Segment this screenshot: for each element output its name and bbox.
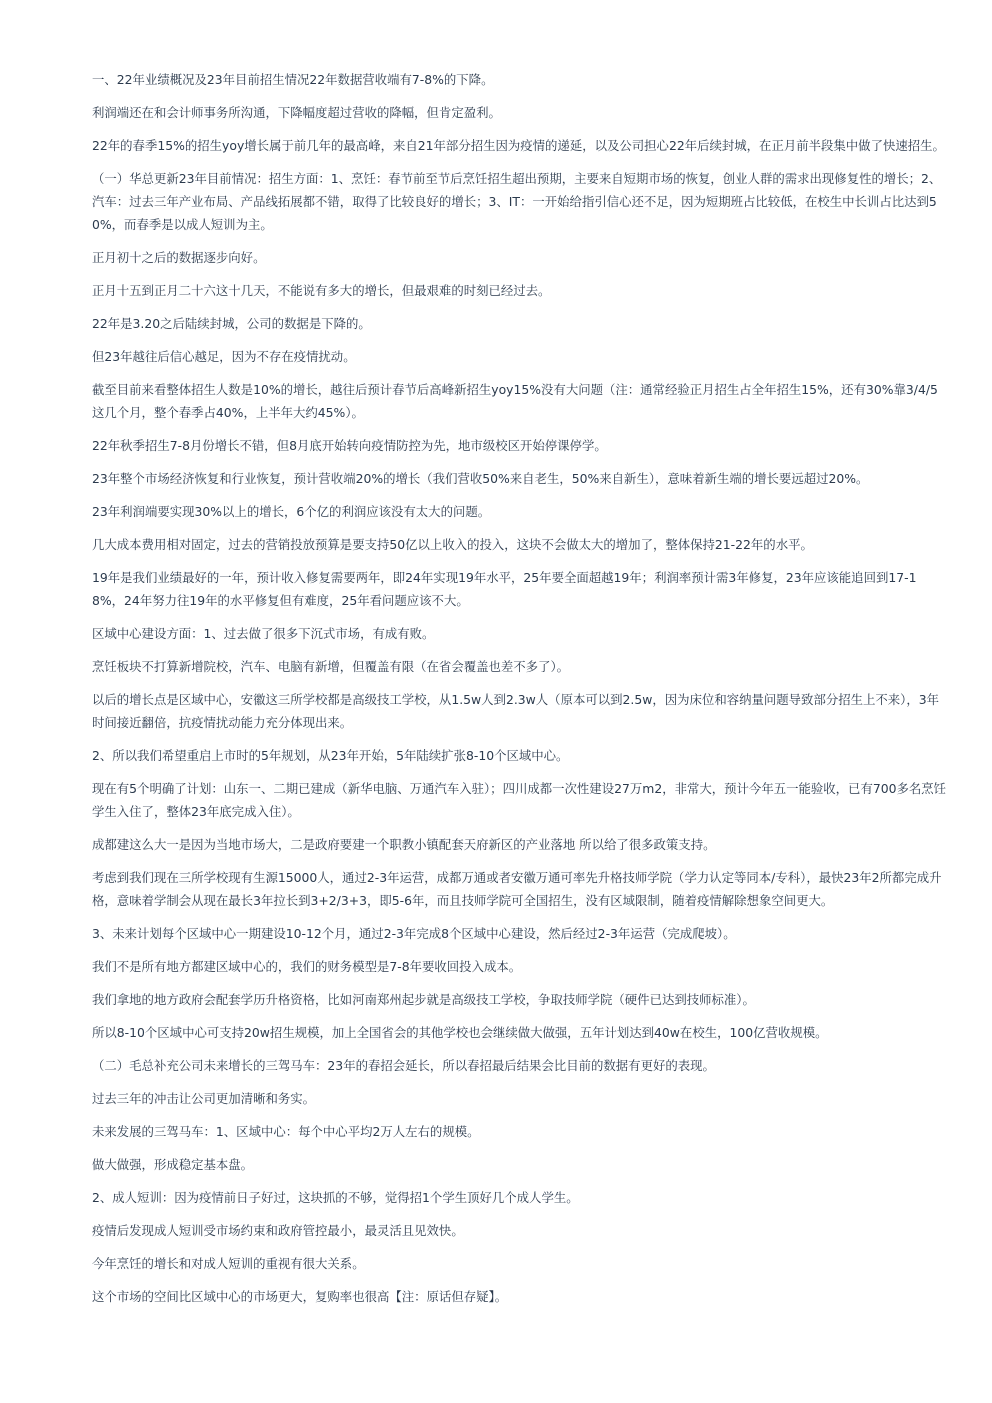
paragraph: 我们不是所有地方都建区域中心的，我们的财务模型是7-8年要收回投入成本。	[92, 959, 522, 974]
paragraph: 23年整个市场经济恢复和行业恢复，预计营收端20%的增长（我们营收50%来自老生，50%来自新生），意味着新生端的增长要远超过20%。	[92, 471, 869, 486]
paragraph: 这个市场的空间比区域中心的市场更大，复购率也很高【注：原话但存疑】。	[92, 1289, 508, 1304]
document-body	[92, 68, 947, 1318]
paragraph: 未来发展的三驾马车：1、区域中心：每个中心平均2万人左右的规模。	[92, 1124, 480, 1139]
paragraph: 区域中心建设方面：1、过去做了很多下沉式市场，有成有败。	[92, 626, 435, 641]
paragraph: （二）毛总补充公司未来增长的三驾马车：23年的春招会延长，所以春招最后结果会比目前的数据有更好的表现。	[92, 1058, 715, 1073]
paragraph: 几大成本费用相对固定，过去的营销投放预算是要支持50亿以上收入的投入，这块不会做太大的增加了，整体保持21-22年的水平。	[92, 537, 813, 552]
paragraph: 疫情后发现成人短训受市场约束和政府管控最小，最灵活且见效快。	[92, 1223, 464, 1238]
paragraph: 3、未来计划每个区域中心一期建设10-12个月，通过2-3年完成8个区域中心建设，然后经过2-3年运营（完成爬坡）。	[92, 926, 736, 941]
paragraph: 一、22年业绩概况及23年目前招生情况22年数据营收端有7-8%的下降。	[92, 72, 494, 87]
paragraph: 现在有5个明确了计划：山东一、二期已建成（新华电脑、万通汽车入驻）；四川成都一次性建设27万m2，非常大，预计今年五一能验收，已有700多名烹饪学生入住了，整体23年底完成入住）。	[92, 781, 947, 819]
paragraph: 我们拿地的地方政府会配套学历升格资格，比如河南郑州起步就是高级技工学校，争取技师学院（硬件已达到技师标准）。	[92, 992, 755, 1007]
paragraph: 2、所以我们希望重启上市时的5年规划，从23年开始，5年陆续扩张8-10个区域中心。	[92, 748, 569, 763]
paragraph: 22年秋季招生7-8月份增长不错，但8月底开始转向疫情防控为先，地市级校区开始停课停学。	[92, 438, 607, 453]
paragraph: 正月十五到正月二十六这十几天，不能说有多大的增长，但最艰难的时刻已经过去。	[92, 283, 551, 298]
paragraph: 截至目前来看整体招生人数是10%的增长，越往后预计春节后高峰新招生yoy15%没有大问题（注：通常经验正月招生占全年招生15%，还有30%靠3/4/5这几个月，整个春季占40%，上半年大约45%）。	[92, 382, 938, 420]
paragraph: 做大做强，形成稳定基本盘。	[92, 1157, 254, 1172]
paragraph: 19年是我们业绩最好的一年，预计收入修复需要两年，即24年实现19年水平，25年要全面超越19年；利润率预计需3年修复，23年应该能追回到17-18%，24年努力往19年的水平修复但有难度，25年看问题应该不大。	[92, 570, 917, 608]
paragraph: 但23年越往后信心越足，因为不存在疫情扰动。	[92, 349, 356, 364]
paragraph: 以后的增长点是区域中心，安徽这三所学校都是高级技工学校，从1.5w人到2.3w人（原本可以到2.5w，因为床位和容纳量问题导致部分招生上不来），3年时间接近翻倍，抗疫情扰动能力充分体现出来。	[92, 692, 940, 730]
paragraph: （一）华总更新23年目前情况：招生方面：1、烹饪：春节前至节后烹饪招生超出预期，主要来自短期市场的恢复，创业人群的需求出现修复性的增长；2、汽车：过去三年产业布局、产品线拓展都不错，取得了比较良好的增长；3、IT：一开始给指引信心还不足，因为短期班占比较低，在校生中长训占比达到50%，而春季是以成人短训为主。	[92, 171, 942, 232]
paragraph: 2、成人短训：因为疫情前日子好过，这块抓的不够，觉得招1个学生顶好几个成人学生。	[92, 1190, 579, 1205]
paragraph: 今年烹饪的增长和对成人短训的重视有很大关系。	[92, 1256, 365, 1271]
paragraph: 22年是3.20之后陆续封城，公司的数据是下降的。	[92, 316, 371, 331]
paragraph: 过去三年的冲击让公司更加清晰和务实。	[92, 1091, 316, 1106]
paragraph: 22年的春季15%的招生yoy增长属于前几年的最高峰，来自21年部分招生因为疫情的递延，以及公司担心22年后续封城，在正月前半段集中做了快速招生。	[92, 138, 945, 153]
paragraph: 成都建这么大一是因为当地市场大，二是政府要建一个职教小镇配套天府新区的产业落地 所以给了很多政策支持。	[92, 837, 716, 852]
paragraph: 正月初十之后的数据逐步向好。	[92, 250, 266, 265]
paragraph: 考虑到我们现在三所学校现有生源15000人，通过2-3年运营，成都万通或者安徽万通可率先升格技师学院（学力认定等同本/专科），最快23年2所都完成升格，意味着学制会从现在最长3年拉长到3+2/3+3，即5-6年，而且技师学院可全国招生，没有区域限制，随着疫情解除想象空间更大。	[92, 870, 942, 908]
paragraph: 所以8-10个区域中心可支持20w招生规模，加上全国省会的其他学校也会继续做大做强，五年计划达到40w在校生，100亿营收规模。	[92, 1025, 828, 1040]
paragraph: 利润端还在和会计师事务所沟通，下降幅度超过营收的降幅，但肯定盈利。	[92, 105, 501, 120]
paragraph: 烹饪板块不打算新增院校，汽车、电脑有新增，但覆盖有限（在省会覆盖也差不多了）。	[92, 659, 570, 674]
paragraph: 23年利润端要实现30%以上的增长，6个亿的利润应该没有太大的问题。	[92, 504, 491, 519]
